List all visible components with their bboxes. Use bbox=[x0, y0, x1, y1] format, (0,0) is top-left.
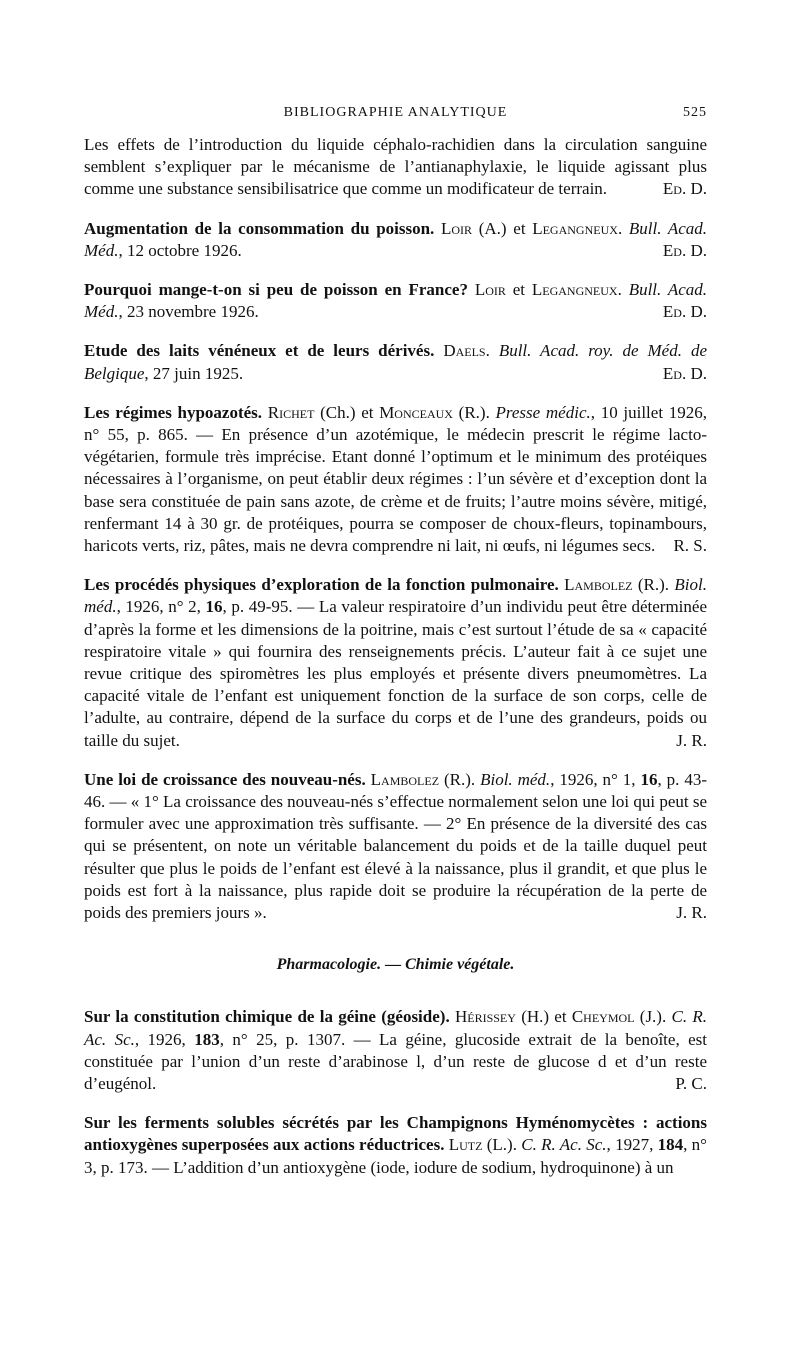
author: Richet bbox=[267, 402, 315, 422]
signature: Ed. D. bbox=[662, 240, 707, 260]
section-heading: Pharmacologie. — Chimie végétale. bbox=[276, 956, 515, 974]
abstract-text: La géine, glucoside extrait de la benoîte, est constituée par l’union d’un reste d’arabinose l, d’un reste de glucose d et d’un reste d’eugénol. bbox=[84, 1029, 707, 1093]
running-head bbox=[84, 105, 707, 125]
signature: Ed. D. bbox=[662, 363, 707, 383]
entry-title: Les procédés physiques d’exploration de la fonction pulmonaire. bbox=[84, 575, 559, 595]
author: Legangneux bbox=[531, 280, 618, 300]
entry-geine: Sur la constitution chimique de la géine (géoside). Hérissey (H.) et Cheymol (J.). C. R. Ac. Sc., 1926, 183, n° 25, p. 1307. — La géine, glucoside extrait de la benoîte, est constituée par l’union d’un reste d’arabinose l, d’un reste de glucose d et d’un reste d’eugénol. P. C. bbox=[84, 1006, 707, 1095]
entry-regimes: Les régimes hypoazotés. Richet (Ch.) et Monceaux (R.). Presse médic., 10 juillet 1926, n° 55, p. 865. — En présence d’un azotémique, le médecin prescrit le régime lacto-végétarien, formule très imprécise. Etant donné l’optimum et le minimum des protéiques nécessaires à l’organisme, on peut établir deux régimes : l’un sévère et d’exception dont la base sera constituée de pain sans azote, de crème et de fruits; l’autre moins sévère, mitigé, renfermant 14 à 30 gr. de protéiques, pourra se composer de choux-fleurs, topinambours, haricots verts, riz, pâtes, mais ne devra comprendre ni lait, ni œufs, ni légumes secs. R. S. bbox=[84, 402, 707, 557]
abstract-text: « 1° La croissance des nouveau-nés s’effectue normalement selon une loi qui peut se formuler avec une approximation très suffisante. — 2° En présence de la diversité des cas qui se présentent, on note un véritable balancement du poids et de la taille duquel peut résulter que plus le poids de l’enfant est élevé à la naissance, plus il grandit, et que plus le poids est fort à la naissance, plus rapide doit se produire la récupération de la perte de poids des premiers jours ». bbox=[84, 792, 708, 923]
entry-croissance: Une loi de croissance des nouveau-nés. Lambolez (R.). Biol. méd., 1926, n° 1, 16, p. 43-46. — « 1° La croissance des nouveau-nés s’effectue normalement selon une loi qui peut se formuler avec une approximation très suffisante. — 2° En présence de la diversité des cas qui se présentent, on note un véritable balancement du poids et de la taille duquel peut résulter que plus le poids de l’enfant est élevé à la naissance, plus il grandit, et que plus le poids est fort à la naissance, plus rapide doit se produire la récupération de la perte de poids des premiers jours ». J. R. bbox=[84, 769, 707, 924]
entry-procedes: Les procédés physiques d’exploration de la fonction pulmonaire. Lambolez (R.). Biol. méd., 1926, n° 2, 16, p. 49-95. — La valeur respiratoire d’un individu peut être déterminée d’après la forme et les dimensions de la poitrine, mais c’est surtout l’étude de sa « capacité respiratoire vitale » qui fournira des renseignements précis. L’auteur fait à ce sujet une revue critique des spiromètres les plus employés et présente divers pneumomètres. La capacité vitale de l’enfant est uniquement fonction de la surface de son corps, celle de l’adulte, au contraire, dépend de la surface du corps et de l’une des grandeurs, poids ou taille du sujet. J. R. bbox=[84, 574, 707, 752]
signature: P. C. bbox=[675, 1073, 707, 1093]
author: Daels bbox=[443, 341, 486, 361]
entry-title: Sur la constitution chimique de la géine (géoside). bbox=[84, 1007, 450, 1027]
signature: J. R. bbox=[676, 730, 707, 750]
reference: , 12 octobre 1926. bbox=[118, 240, 242, 260]
author: Cheymol bbox=[571, 1007, 635, 1027]
intro-paragraph bbox=[84, 134, 707, 201]
intro-text: Les effets de l’introduction du liquide céphalo-rachidien dans la circulation sanguine semblent s’expliquer par le mécanisme de l’antianaphylaxie, le liquide agissant plus comme une substance sensibilisatrice que comme un modificateur de terrain. bbox=[84, 135, 707, 199]
signature: Ed. D. bbox=[662, 302, 707, 322]
journal: C. R. Ac. Sc. bbox=[84, 1007, 707, 1049]
volume: 16 bbox=[640, 769, 658, 789]
author: Legangneux bbox=[532, 218, 618, 238]
entry-laits: Etude des laits vénéneux et de leurs dérivés. Daels. Bull. Acad. roy. de Méd. de Belgique, 27 juin 1925. Ed. D. bbox=[84, 340, 707, 384]
signature: R. S. bbox=[673, 536, 707, 556]
entry-augmentation: Augmentation de la consommation du poisson. Loir (A.) et Legangneux. Bull. Acad. Méd., 12 octobre 1926. Ed. D. bbox=[84, 218, 707, 262]
author: Monceaux bbox=[379, 402, 453, 422]
journal: Biol. méd. bbox=[480, 769, 551, 789]
journal: Bull. Acad. Méd. bbox=[84, 280, 707, 322]
volume: 183 bbox=[194, 1029, 220, 1049]
journal: Presse médic. bbox=[495, 402, 591, 422]
journal: C. R. Ac. Sc. bbox=[521, 1135, 607, 1155]
author: Loir bbox=[474, 280, 506, 300]
page-number: 525 bbox=[683, 105, 707, 120]
abstract-text: L’addition d’un antioxygène (iode, iodure de sodium, hydroquinone) à un bbox=[173, 1157, 674, 1177]
reference: , 10 juillet 1926, n° 55, p. 865. — bbox=[84, 402, 707, 445]
entry-title: Pourquoi mange-t-on si peu de poisson en France? bbox=[84, 280, 468, 300]
reference: , 23 novembre 1926. bbox=[118, 302, 259, 322]
author: Lambolez bbox=[370, 769, 440, 789]
journal: Bull. Acad. roy. de Méd. de Belgique bbox=[84, 341, 707, 383]
running-title: BIBLIOGRAPHIE ANALYTIQUE bbox=[283, 105, 508, 120]
abstract-text: La valeur respiratoire d’un individu peut être déterminée d’après la forme et les dimensions de la poitrine, mais c’est surtout l’étude de sa « capacité respiratoire vitale » qui fournira des renseignements précis. L’auteur fait à ce sujet une revue critique des spiromètres les plus employés et présente divers pneumomètres. La capacité vitale de l’enfant est uniquement fonction de la surface de son corps, celle de l’adulte, au contraire, dépend de la surface du corps et de l’une des grandeurs, poids ou taille du sujet. bbox=[84, 597, 707, 750]
journal: Bull. Acad. Méd. bbox=[84, 218, 708, 260]
entry-title: Sur les ferments solubles sécrétés par les Champignons Hyménomycètes : actions antioxygènes superposées aux actions réductrices. bbox=[84, 1113, 707, 1155]
body-text bbox=[84, 134, 707, 1196]
author: Loir bbox=[441, 218, 473, 238]
entry-title: Les régimes hypoazotés. bbox=[84, 402, 263, 422]
author: Lambolez bbox=[564, 575, 633, 595]
volume: 184 bbox=[657, 1135, 684, 1155]
abstract-text: En présence d’un azotémique, le médecin prescrit le régime lacto-végétarien, formule très imprécise. Etant donné l’optimum et le minimum des protéiques nécessaires à l’organisme, on peut établir deux régimes : l’un sévère et d’exception dont la base sera constituée de pain sans azote, de crème et de fruits; l’autre moins sévère, mitigé, renfermant 14 à 30 gr. de protéiques, pourra se composer de choux-fleurs, topinambours, haricots verts, riz, pâtes, mais ne devra comprendre ni lait, ni œufs, ni légumes secs. bbox=[84, 425, 707, 556]
reference: , 27 juin 1925. bbox=[144, 363, 244, 383]
journal: Biol. méd. bbox=[84, 575, 708, 617]
entry-title: Augmentation de la consommation du poisson. bbox=[84, 218, 435, 238]
entry-title: Une loi de croissance des nouveau-nés. bbox=[84, 769, 366, 789]
author: Lutz bbox=[448, 1135, 483, 1155]
author: Hérissey bbox=[454, 1007, 516, 1027]
volume: 16 bbox=[205, 597, 223, 617]
entry-title: Etude des laits vénéneux et de leurs dérivés. bbox=[84, 341, 435, 361]
signature: Ed. D. bbox=[662, 179, 707, 199]
entry-pourquoi: Pourquoi mange-t-on si peu de poisson en France? Loir et Legangneux. Bull. Acad. Méd., 23 novembre 1926. Ed. D. bbox=[84, 279, 707, 323]
entry-ferments: Sur les ferments solubles sécrétés par les Champignons Hyménomycètes : actions antioxygènes superposées aux actions réductrices. Lutz (L.). C. R. Ac. Sc., 1927, 184, n° 3, p. 173. — L’addition d’un antioxygène (iode, iodure de sodium, hydroquinone) à un bbox=[84, 1113, 707, 1177]
signature: J. R. bbox=[676, 903, 707, 923]
